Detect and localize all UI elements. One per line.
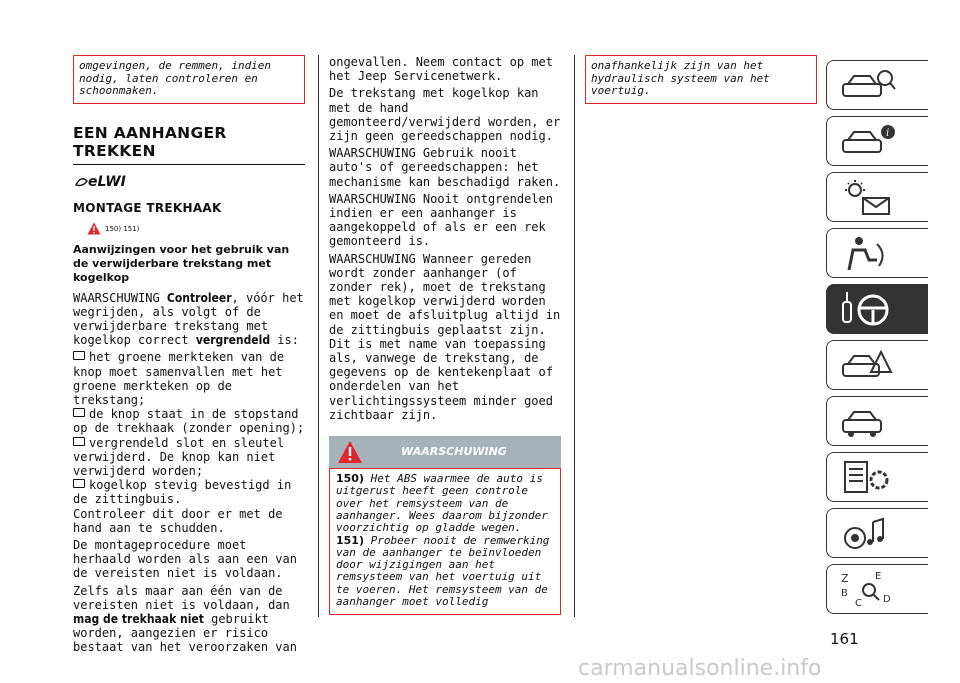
list-item: kogelkop stevig bevestigd in de zittingbuis. xyxy=(73,478,292,507)
car-search-icon xyxy=(839,66,899,106)
warning-triangle-icon xyxy=(87,220,101,239)
paragraph: WAARSCHUWING Wanneer gereden wordt zonder aanhanger (of zonder rek), moet de trekstang met kogelkop verwijderd worden en moet de afsluitplug altijd in de zittingbuis geplaatst zijn. Dit is met name van toepassing als, vanwege de trekstang, de gegevens op de kentekenplaat of onderdelen van het verlichtingssysteem minder goed zichtbaar zijn. xyxy=(329,251,561,422)
tab-index[interactable] xyxy=(826,564,928,614)
warning-box: 150) Het ABS waarmee de auto is uitgerust heeft geen controle over het remsysteem van de aanhanger. Wees daarom bijzonder voorzichtig op gladde wegen. 151) Probeer nooit de remwerking van de aanhanger te beïnvloeden door wijzigingen aan het remsysteem van het voertuig uit te voeren. Het remsysteem van de aanhanger moet volledig xyxy=(329,468,561,615)
multimedia-icon xyxy=(839,514,899,554)
tab-car-info[interactable] xyxy=(826,116,928,166)
paragraph: WAARSCHUWING Gebruik nooit auto's of gereedschappen: het mechanisme kan beschadigd raken. xyxy=(329,146,561,189)
warning-header xyxy=(329,436,561,468)
checkbox-bullet-icon xyxy=(73,351,85,360)
paragraph: De trekstang met kogelkop kan met de hand gemonteerd/verwijderd worden, er zijn geen gereedschappen nodig. xyxy=(329,86,561,144)
ewl-logo xyxy=(73,171,305,195)
paragraph: ongevallen. Neem contact op met het Jeep Servicenetwerk. xyxy=(329,55,553,84)
paragraph: Zelfs als maar aan één van de vereisten niet is voldaan, dan mag de trekhaak niet gebruikt worden, aangezien er risico bestaat van het veroorzaken van xyxy=(73,583,297,655)
paragraph: WAARSCHUWING Nooit ontgrendelen indien er een aanhanger is aangekoppeld of als er een rek gemonteerd is. xyxy=(329,191,553,249)
car-crash-icon xyxy=(839,346,899,386)
svg-text:E: E xyxy=(875,571,882,582)
tab-car-service[interactable] xyxy=(826,396,928,446)
tab-car-search[interactable] xyxy=(826,60,928,110)
seat-safety-icon xyxy=(839,234,899,274)
column-3 xyxy=(585,55,817,104)
tab-seat-safety[interactable] xyxy=(826,228,928,278)
paragraph: WAARSCHUWING Controleer, vóór het wegrijden, als volgt of de verwijderbare trekstang met kogelkop correct vergrendeld is: xyxy=(73,290,304,348)
svg-text:eLWI: eLWI xyxy=(88,173,126,190)
column-divider xyxy=(574,55,575,617)
specifications-icon xyxy=(839,458,899,498)
instructions-title: Aanwijzingen voor het gebruik van de verwijderbare trekstang met kogelkop xyxy=(73,242,290,284)
lights-warning-icon xyxy=(839,178,899,218)
list-item: de knop staat in de stopstand op de trekhaak (zonder opening); xyxy=(73,407,305,436)
car-service-icon xyxy=(839,402,899,442)
paragraph: De montageprocedure moet herhaald worden als aan een van de vereisten niet is voldaan. xyxy=(73,537,297,581)
svg-text:Z: Z xyxy=(841,572,849,585)
warning-refs-row xyxy=(87,219,305,239)
paragraph: Controleer dit door er met de hand aan te schudden. xyxy=(73,506,283,535)
tab-car-crash[interactable] xyxy=(826,340,928,390)
svg-text:i: i xyxy=(886,128,890,139)
tab-lights-warning[interactable] xyxy=(826,172,928,222)
tab-specifications[interactable] xyxy=(826,452,928,502)
checkbox-bullet-icon xyxy=(73,408,85,417)
key-steering-icon xyxy=(839,290,899,330)
svg-text:B: B xyxy=(841,588,848,599)
column-divider xyxy=(318,55,319,617)
svg-text:C: C xyxy=(855,598,862,609)
checkbox-bullet-icon xyxy=(73,479,85,488)
watermark: carmanualsonline.info xyxy=(578,656,822,681)
continued-warning-box: onafhankelijk zijn van het hydraulisch systeem van het voertuig. xyxy=(585,55,817,104)
column-2 xyxy=(329,55,561,615)
continued-note-box: omgevingen, de remmen, indien nodig, laten controleren en schoonmaken. xyxy=(73,55,305,104)
checkbox-bullet-icon xyxy=(73,437,85,446)
warning-refs: 150) 151) xyxy=(105,225,140,233)
warning-triangle-icon xyxy=(337,440,363,468)
list-item: het groene merkteken van de knop moet samenvallen met het groene merkteken op de trekstang; xyxy=(73,350,285,407)
page-number: 161 xyxy=(830,630,859,648)
column-1 xyxy=(73,55,305,658)
section-heading: EEN AANHANGER TREKKEN xyxy=(73,124,305,165)
subsection-heading: MONTAGE TREKHAAK xyxy=(73,200,222,215)
index-icon xyxy=(839,570,899,610)
tab-multimedia[interactable] xyxy=(826,508,928,558)
warning-title: WAARSCHUWING xyxy=(401,445,507,459)
car-info-icon xyxy=(839,122,899,162)
svg-text:D: D xyxy=(883,594,891,605)
list-item: vergrendeld slot en sleutel verwijderd. De knop kan niet verwijderd worden; xyxy=(73,435,285,478)
tab-key-steering[interactable] xyxy=(826,284,928,334)
